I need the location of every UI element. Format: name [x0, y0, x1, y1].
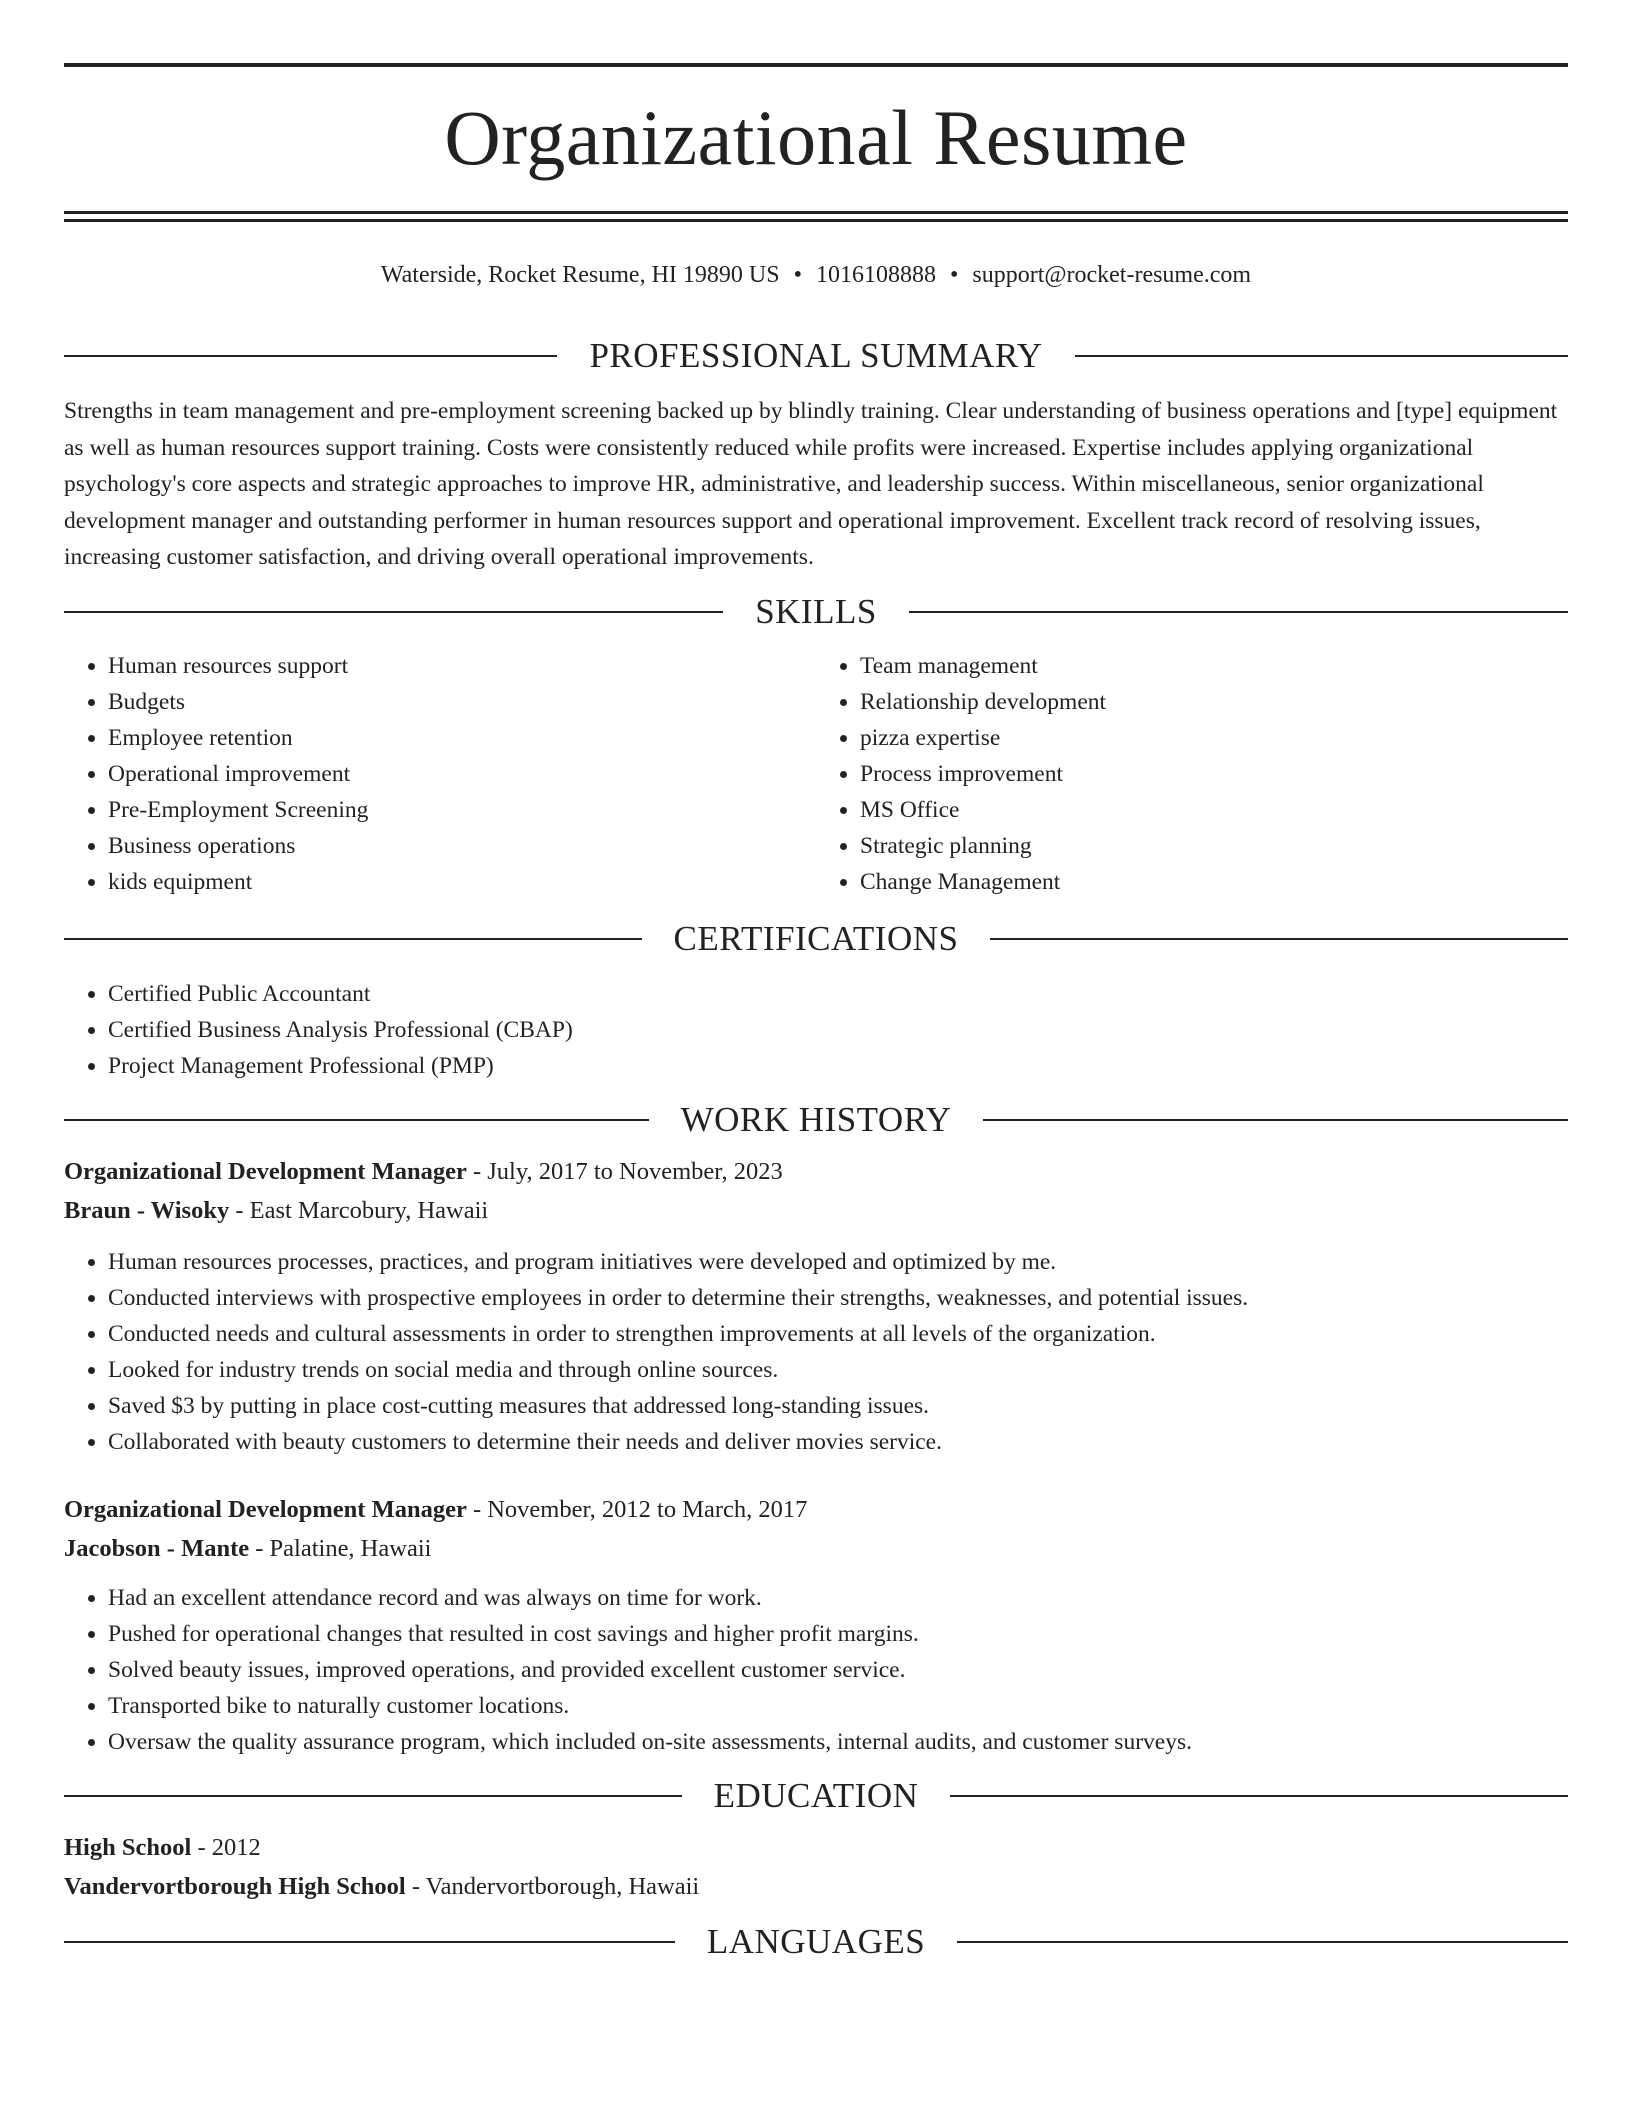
job-title-line [64, 1152, 1568, 1191]
section-title: EDUCATION [713, 1775, 919, 1815]
section-title: WORK HISTORY [680, 1099, 952, 1139]
education-school-line [64, 1867, 1568, 1906]
job-title: Organizational Development Manager [64, 1157, 467, 1185]
skill-item: • MS Office [860, 792, 1568, 828]
heading-rule [957, 1941, 1568, 1943]
job-bullet: • Looked for industry trends on social media and through online sources. [108, 1352, 1568, 1388]
job-bullet: • Saved $3 by putting in place cost-cutting measures that addressed long-standing issues. [108, 1388, 1568, 1424]
certification-item: • Certified Public Accountant [108, 976, 1568, 1012]
job-company: Braun - Wisoky [64, 1196, 230, 1224]
heading-rule [1075, 355, 1568, 357]
skill-item: • Process improvement [860, 756, 1568, 792]
skills-list-left [64, 648, 816, 900]
job-entry [64, 1490, 1568, 1760]
skill-item: • pizza expertise [860, 720, 1568, 756]
job-location: - East Marcobury, Hawaii [229, 1196, 489, 1224]
job-bullet: • Transported bike to naturally customer locations. [108, 1688, 1568, 1724]
contact-email: support@rocket-resume.com [972, 262, 1252, 288]
skills-list-right [816, 648, 1568, 900]
skill-item: • Strategic planning [860, 828, 1568, 864]
skill-item: • Operational improvement [108, 756, 816, 792]
job-bullets [64, 1580, 1568, 1760]
resume-page [64, 0, 1568, 1962]
certifications-list [64, 976, 1568, 1084]
heading-rule [64, 1941, 675, 1943]
heading-rule [983, 1119, 1568, 1121]
job-bullet: • Collaborated with beauty customers to determine their needs and deliver movies service. [108, 1424, 1568, 1460]
job-bullets [64, 1244, 1568, 1460]
job-bullet: • Conducted needs and cultural assessments in order to strengthen improvements at all levels of the organization. [108, 1316, 1568, 1352]
section-heading-languages [64, 1922, 1568, 1962]
heading-rule [909, 611, 1568, 613]
education-entry [64, 1828, 1568, 1906]
resume-title: Organizational Resume [444, 94, 1188, 181]
job-location: - Palatine, Hawaii [249, 1534, 432, 1562]
job-dates: - July, 2017 to November, 2023 [466, 1157, 783, 1185]
education-year: - 2012 [191, 1833, 261, 1861]
job-entry [64, 1152, 1568, 1460]
contact-phone: 1016108888 [815, 262, 936, 288]
certification-item: • Project Management Professional (PMP) [108, 1048, 1568, 1084]
contact-line [64, 260, 1568, 290]
section-heading-summary [64, 336, 1568, 376]
heading-rule [64, 611, 723, 613]
job-bullet: • Solved beauty issues, improved operations, and provided excellent customer service. [108, 1652, 1568, 1688]
certification-item: • Certified Business Analysis Professional (CBAP) [108, 1012, 1568, 1048]
job-dates: - November, 2012 to March, 2017 [466, 1495, 808, 1523]
job-bullet: • Conducted interviews with prospective employees in order to determine their strengths, weaknesses, and potential issues. [108, 1280, 1568, 1316]
job-bullet: • Human resources processes, practices, and program initiatives were developed and optimized by me. [108, 1244, 1568, 1280]
heading-rule [990, 938, 1568, 940]
heading-rule [64, 1795, 682, 1797]
job-bullet: • Pushed for operational changes that resulted in cost savings and higher profit margins. [108, 1616, 1568, 1652]
section-heading-work-history [64, 1100, 1568, 1140]
contact-separator: • [949, 262, 959, 288]
job-title: Organizational Development Manager [64, 1495, 467, 1523]
skill-item: • Business operations [108, 828, 816, 864]
skill-item: • Team management [860, 648, 1568, 684]
skill-item: • Relationship development [860, 684, 1568, 720]
skill-item: • Pre-Employment Screening [108, 792, 816, 828]
section-title: PROFESSIONAL SUMMARY [589, 336, 1043, 375]
education-school: Vandervortborough High School [64, 1872, 406, 1900]
heading-rule [950, 1795, 1568, 1797]
skill-item: • Human resources support [108, 648, 816, 684]
heading-rule [64, 1119, 649, 1121]
section-heading-skills [64, 592, 1568, 632]
heading-rule [64, 355, 557, 357]
summary-text: Strengths in team management and pre-employment screening backed up by blindly training. Clear understanding of business operations and [type] equipment as well as human resources support training. Costs were consistently reduced while profits were increased. Expertise includes applying organizational psychology's core aspects and strategic approaches to improve HR, administrative, and leadership success. Within miscellaneous, senior organizational development manager and outstanding performer in human resources support and operational improvement. Excellent track record of resolving issues, increasing customer satisfaction, and driving overall operational improvements. [64, 398, 1558, 570]
job-bullet: • Oversaw the quality assurance program, which included on-site assessments, internal audits, and customer surveys. [108, 1724, 1568, 1760]
skill-item: • Budgets [108, 684, 816, 720]
job-title-line [64, 1490, 1568, 1529]
section-title: SKILLS [755, 591, 877, 631]
skill-item: • kids equipment [108, 864, 816, 900]
section-heading-education [64, 1776, 1568, 1816]
contact-address: Waterside, Rocket Resume, HI 19890 US [380, 262, 780, 288]
section-title: CERTIFICATIONS [673, 918, 959, 958]
job-company: Jacobson - Mante [64, 1534, 250, 1562]
job-company-line [64, 1191, 1568, 1230]
skills-columns [64, 648, 1568, 900]
section-heading-certifications [64, 919, 1568, 959]
skill-item: • Change Management [860, 864, 1568, 900]
education-location: - Vandervortborough, Hawaii [405, 1872, 700, 1900]
job-company-line [64, 1529, 1568, 1568]
heading-rule [64, 938, 642, 940]
education-degree-line [64, 1828, 1568, 1867]
job-bullet: • Had an excellent attendance record and was always on time for work. [108, 1580, 1568, 1616]
education-degree: High School [64, 1833, 192, 1861]
section-title: LANGUAGES [706, 1921, 926, 1961]
title-double-rule [64, 211, 1568, 222]
skill-item: • Employee retention [108, 720, 816, 756]
contact-separator: • [793, 262, 802, 288]
